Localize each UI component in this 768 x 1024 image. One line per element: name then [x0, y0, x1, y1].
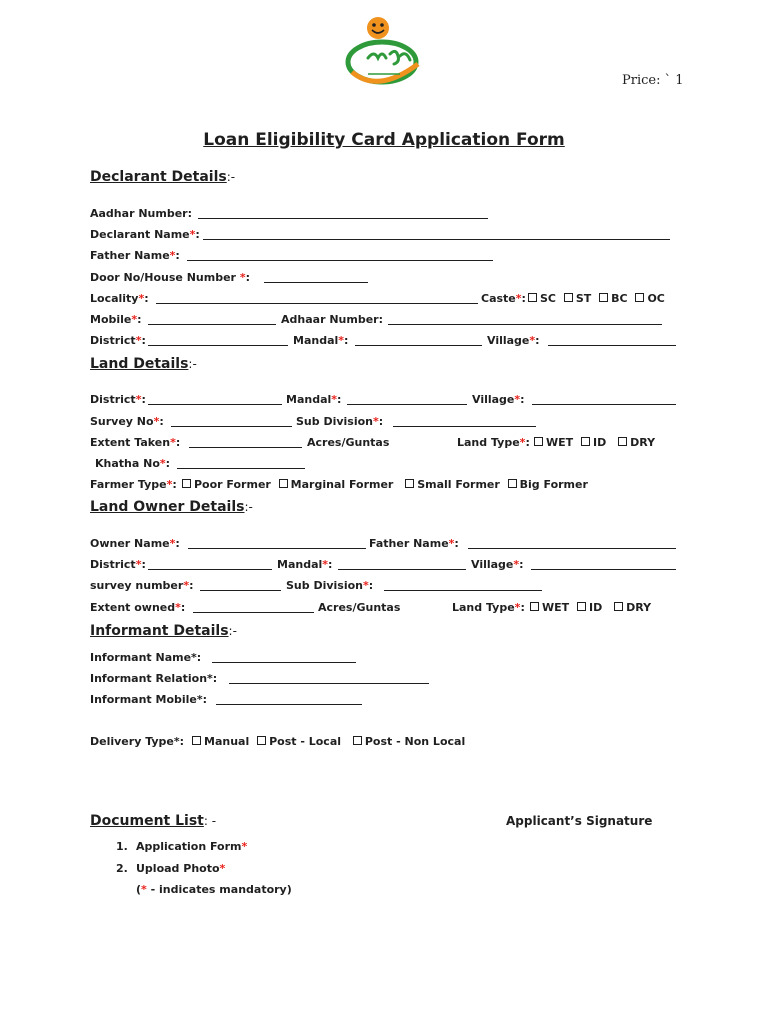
option-label: Poor Former	[194, 478, 271, 491]
required-star: *	[513, 558, 520, 571]
checkbox-icon[interactable]	[192, 736, 201, 745]
required-star: *	[322, 558, 329, 571]
option-label: Small Former	[417, 478, 500, 491]
mobile-input[interactable]	[148, 324, 276, 325]
required-star: *	[141, 883, 147, 896]
extent-owned-input[interactable]	[193, 612, 314, 613]
required-star: *	[515, 292, 522, 305]
required-star: *	[131, 313, 138, 326]
option-label: ST	[575, 292, 592, 305]
field-label: District	[90, 558, 136, 571]
field-label: Farmer Type	[90, 478, 167, 491]
aadhar-number-input[interactable]	[198, 218, 488, 219]
owner-mandal-input[interactable]	[338, 569, 466, 570]
delivery-type-options	[188, 734, 465, 750]
checkbox-icon[interactable]	[534, 437, 543, 446]
owner-land-type-options	[526, 600, 651, 616]
field-label-group: Locality*:	[90, 292, 149, 305]
document-label-group	[136, 861, 225, 877]
field-label: Door No/House Number	[90, 271, 240, 284]
father-name-input[interactable]	[187, 260, 493, 261]
checkbox-icon[interactable]	[564, 293, 573, 302]
section-title: Land Details	[90, 356, 189, 372]
field-label: Survey No	[90, 415, 154, 428]
caste-options	[524, 291, 665, 307]
field-label: Sub Division	[296, 415, 374, 428]
field-label: Khatha No	[95, 457, 160, 470]
checkbox-icon[interactable]	[257, 736, 266, 745]
document-label: Upload Photo	[136, 862, 220, 875]
field-label-group: Extent owned*:	[90, 601, 186, 614]
village-input[interactable]	[548, 345, 676, 346]
informant-mobile-input[interactable]	[216, 704, 362, 705]
mandal-input[interactable]	[355, 345, 482, 346]
required-star: *	[529, 334, 536, 347]
section-heading-informant	[90, 622, 237, 640]
field-label: Village	[472, 393, 515, 406]
required-star: *	[135, 334, 142, 347]
field-label: District	[90, 393, 136, 406]
required-star: *	[153, 415, 160, 428]
field-label: Sub Division	[286, 579, 364, 592]
required-star: *	[135, 558, 142, 571]
land-mandal-input[interactable]	[347, 404, 467, 405]
field-label-group: Extent Taken*:	[90, 436, 181, 449]
field-label: Informant Name*:	[90, 651, 202, 664]
informant-relation-input[interactable]	[229, 683, 429, 684]
required-star: *	[170, 436, 176, 449]
checkbox-icon[interactable]	[405, 479, 414, 488]
khatha-no-input[interactable]	[177, 468, 305, 469]
required-star: *	[159, 457, 166, 470]
land-district-input[interactable]	[148, 404, 282, 405]
checkbox-icon[interactable]	[508, 479, 517, 488]
required-star: *	[239, 271, 246, 284]
field-label-group: Sub Division*:	[296, 415, 384, 428]
field-label: District	[90, 334, 136, 347]
section-suffix: :-	[226, 170, 236, 184]
survey-no-input[interactable]	[171, 426, 292, 427]
checkbox-icon[interactable]	[635, 293, 644, 302]
field-label: Land Type	[452, 601, 515, 614]
field-label: Caste	[481, 292, 516, 305]
field-label: Village	[471, 558, 514, 571]
field-label: Adhaar Number:	[281, 313, 383, 326]
required-star: *	[514, 393, 521, 406]
field-label-group: Mandal*:	[286, 393, 342, 406]
sub-division-input[interactable]	[393, 426, 536, 427]
owner-name-input[interactable]	[188, 548, 366, 549]
option-label: OC	[647, 292, 665, 305]
required-star: *	[189, 228, 196, 241]
locality-input[interactable]	[156, 303, 478, 304]
field-label: Mandal	[293, 334, 339, 347]
field-label: Extent Taken	[90, 436, 171, 449]
owner-district-input[interactable]	[148, 569, 272, 570]
required-star: *	[363, 579, 369, 592]
acres-unit: Acres/Guntas	[318, 601, 401, 614]
option-label: Big Former	[519, 478, 588, 491]
checkbox-icon[interactable]	[530, 602, 539, 611]
option-label: DRY	[630, 436, 656, 449]
option-label: WET	[546, 436, 574, 449]
checkbox-icon[interactable]	[614, 602, 623, 611]
list-number: 1.	[116, 840, 128, 853]
field-label-group: Farmer Type*:	[90, 478, 177, 491]
option-label: Manual	[204, 735, 250, 748]
field-label: Mandal	[277, 558, 323, 571]
section-heading-owner	[90, 498, 253, 516]
option-label: BC	[611, 292, 628, 305]
section-suffix: : -	[203, 814, 217, 828]
applicant-signature-label: Applicant’s Signature	[506, 814, 653, 828]
field-label: Father Name	[90, 249, 170, 262]
informant-name-input[interactable]	[212, 662, 356, 663]
field-label-group: District*:	[90, 558, 146, 571]
owner-survey-number-input[interactable]	[200, 590, 281, 591]
field-label: Mandal	[286, 393, 332, 406]
field-label-group: Sub Division*:	[286, 579, 374, 592]
adhaar-number-input[interactable]	[388, 324, 662, 325]
field-label-group: Village*:	[471, 558, 524, 571]
option-label: ID	[593, 436, 607, 449]
note-rest: - indicates mandatory)	[146, 883, 292, 896]
option-label: ID	[589, 601, 603, 614]
required-star: *	[169, 249, 176, 262]
section-title: Informant Details	[90, 623, 229, 639]
door-number-input[interactable]	[264, 282, 368, 283]
field-label: Village	[487, 334, 530, 347]
field-label: Mobile	[90, 313, 132, 326]
checkbox-icon[interactable]	[577, 602, 586, 611]
field-label-group: Survey No*:	[90, 415, 164, 428]
field-label: Informant Mobile*:	[90, 693, 208, 706]
extent-taken-input[interactable]	[189, 447, 302, 448]
required-star: *	[166, 478, 173, 491]
field-label-group: Land Type*:	[452, 601, 525, 614]
option-label: Post - Local	[269, 735, 342, 748]
section-heading-documents	[90, 812, 216, 830]
field-label: Aadhar Number:	[90, 207, 192, 220]
section-heading-land	[90, 355, 197, 373]
field-label: Extent owned	[90, 601, 176, 614]
field-label: Delivery Type*:	[90, 735, 185, 748]
section-title: Land Owner Details	[90, 499, 245, 515]
required-star: *	[373, 415, 379, 428]
field-label-group: Declarant Name*:	[90, 228, 200, 241]
checkbox-icon[interactable]	[353, 736, 362, 745]
document-label: Application Form	[136, 840, 242, 853]
field-label-group: Khatha No*:	[95, 457, 171, 470]
required-star: *	[241, 840, 248, 853]
owner-father-name-input[interactable]	[468, 548, 676, 549]
required-star: *	[338, 334, 345, 347]
field-label-group: survey number*:	[90, 579, 194, 592]
field-label: Father Name	[369, 537, 449, 550]
section-suffix: :-	[228, 624, 237, 638]
district-input[interactable]	[148, 345, 288, 346]
option-label: Marginal Former	[290, 478, 394, 491]
field-label-group: Mobile*:	[90, 313, 142, 326]
option-label: WET	[542, 601, 570, 614]
field-label: survey number	[90, 579, 184, 592]
required-star: *	[519, 436, 526, 449]
option-label: Post - Non Local	[364, 735, 466, 748]
section-suffix: :-	[188, 357, 197, 371]
field-label-group: Owner Name*:	[90, 537, 180, 550]
field-label-group: Land Type*:	[457, 436, 530, 449]
option-label: SC	[540, 292, 556, 305]
required-star: *	[219, 862, 226, 875]
option-label: DRY	[626, 601, 652, 614]
price-label: Price: ` 1	[622, 73, 684, 88]
list-number: 2.	[116, 862, 128, 875]
field-label-group: Mandal*:	[277, 558, 333, 571]
required-star: *	[514, 601, 521, 614]
farmer-type-options	[178, 477, 588, 493]
field-label-group: District*:	[90, 393, 146, 406]
field-label-group: Father Name*:	[90, 249, 180, 262]
section-suffix: :-	[244, 500, 253, 514]
document-label-group	[136, 839, 247, 855]
field-label-group: District*:	[90, 334, 146, 347]
checkbox-icon[interactable]	[618, 437, 627, 446]
form-title: Loan Eligibility Card Application Form	[203, 130, 565, 150]
required-star: *	[175, 601, 181, 614]
land-village-input[interactable]	[532, 404, 676, 405]
section-heading-declarant	[90, 168, 235, 186]
field-label: Informant Relation*:	[90, 672, 218, 685]
required-star: *	[183, 579, 190, 592]
checkbox-icon[interactable]	[581, 437, 590, 446]
land-type-options	[530, 435, 655, 451]
field-label-group: Door No/House Number *:	[90, 271, 250, 284]
mandatory-note-text	[136, 882, 292, 898]
required-star: *	[138, 292, 145, 305]
required-star: *	[448, 537, 455, 550]
checkbox-icon[interactable]	[279, 479, 288, 488]
field-label: Land Type	[457, 436, 520, 449]
mee-seva-logo-icon	[338, 14, 426, 90]
note-open: (	[136, 883, 142, 896]
checkbox-icon[interactable]	[599, 293, 608, 302]
owner-village-input[interactable]	[531, 569, 676, 570]
required-star: *	[169, 537, 176, 550]
required-star: *	[331, 393, 338, 406]
field-label-group: Father Name*:	[369, 537, 459, 550]
owner-sub-division-input[interactable]	[384, 590, 542, 591]
section-title: Document List	[90, 813, 204, 829]
field-label: Owner Name	[90, 537, 170, 550]
checkbox-icon[interactable]	[528, 293, 537, 302]
field-label: Declarant Name	[90, 228, 190, 241]
checkbox-icon[interactable]	[182, 479, 191, 488]
declarant-name-input[interactable]	[203, 239, 670, 240]
section-title: Declarant Details	[90, 169, 227, 185]
field-label-group: Mandal*:	[293, 334, 349, 347]
acres-unit: Acres/Guntas	[307, 436, 390, 449]
field-label-group: Village*:	[472, 393, 525, 406]
field-label-group: Village*:	[487, 334, 540, 347]
field-label: Locality	[90, 292, 139, 305]
required-star: *	[135, 393, 142, 406]
field-label-group: Caste*:	[481, 292, 526, 305]
